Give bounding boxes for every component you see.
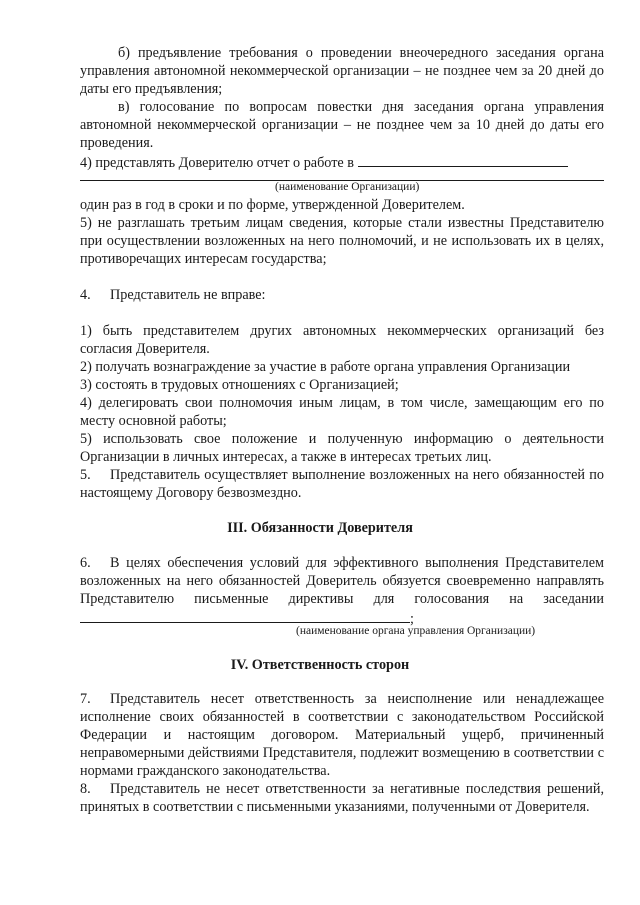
paragraph-b: б) предъявление требования о проведении внеочередного заседания органа управления автономной некоммерческой организации – не позднее чем за 20 дней до даты его предъявления; [80, 45, 604, 97]
prohibitions-list [80, 322, 604, 466]
org-name-caption: (наименование Организации) [275, 181, 420, 193]
list-item: 4) делегировать свои полномочия иным лицам, в том числе, замещающим его по месту основной работы; [80, 395, 604, 429]
section-6 [80, 554, 604, 628]
section-7-number: 7. [80, 691, 91, 707]
section-4-number: 4. [80, 287, 91, 303]
paragraph-4-text: 4) представлять Доверителю отчет о работе в [80, 155, 354, 171]
section-6-text: В целях обеспечения условий для эффективного выполнения Представителем возложенных на него обязанностей Доверитель обязуется своевременно направлять Представителю письменные директивы для голосования на заседании [80, 555, 604, 607]
section-5-text: Представитель осуществляет выполнение возложенных на него обязанностей по настоящему Договору безвозмездно. [80, 467, 604, 501]
section-8-text: Представитель не несет ответственности за негативные последствия решений, принятых в соответствии с письменными указаниями, полученными от Доверителя. [80, 781, 604, 815]
section-4-intro [80, 286, 604, 304]
section-7 [80, 690, 604, 780]
list-item: 2) получать вознаграждение за участие в работе органа управления Организации [80, 359, 571, 375]
heading-section-3: III. Обязанности Доверителя [227, 520, 413, 536]
paragraph-4-report [80, 152, 604, 172]
section-5-number: 5. [80, 467, 91, 483]
heading-section-4: IV. Ответственность сторон [230, 657, 410, 673]
org-name-blank [358, 152, 568, 167]
section-5 [80, 466, 604, 502]
governing-body-caption: (наименование органа управления Организации) [296, 625, 536, 637]
section-8-number: 8. [80, 781, 91, 797]
section-6-number: 6. [80, 555, 91, 571]
paragraph-4-continuation: один раз в год в сроки и по форме, утвержденной Доверителем. [80, 197, 465, 213]
section-8 [80, 780, 604, 816]
paragraph-5-nondisclosure: 5) не разглашать третьим лицам сведения, которые стали известны Представителю при осуществлении возложенных на него полномочий, и не использовать их в целях, противоречащих интересам государства; [80, 215, 604, 267]
governing-body-blank [80, 608, 410, 623]
list-item: 1) быть представителем других автономных некоммерческих организаций без согласия Доверителя. [80, 323, 604, 357]
section-6-end: ; [410, 611, 414, 627]
list-item: 5) использовать свое положение и полученную информацию о деятельности Организации в личных интересах, а также в интересах третьих лиц. [80, 431, 604, 465]
section-7-text: Представитель несет ответственность за неисполнение или ненадлежащее исполнение своих обязанностей в соответствии с законодательством Российской Федерации и настоящим договором. Материальный ущерб, причиненный неправомерными действиями Представителя, подлежит возмещению в соответствии с нормами гражданского законодательства. [80, 691, 604, 779]
paragraph-v: в) голосование по вопросам повестки дня заседания органа управления автономной некоммерческой организации – не позднее чем за 10 дней до даты его проведения. [80, 99, 604, 151]
section-4-text: Представитель не вправе: [110, 287, 266, 303]
list-item: 3) состоять в трудовых отношениях с Организацией; [80, 377, 399, 393]
